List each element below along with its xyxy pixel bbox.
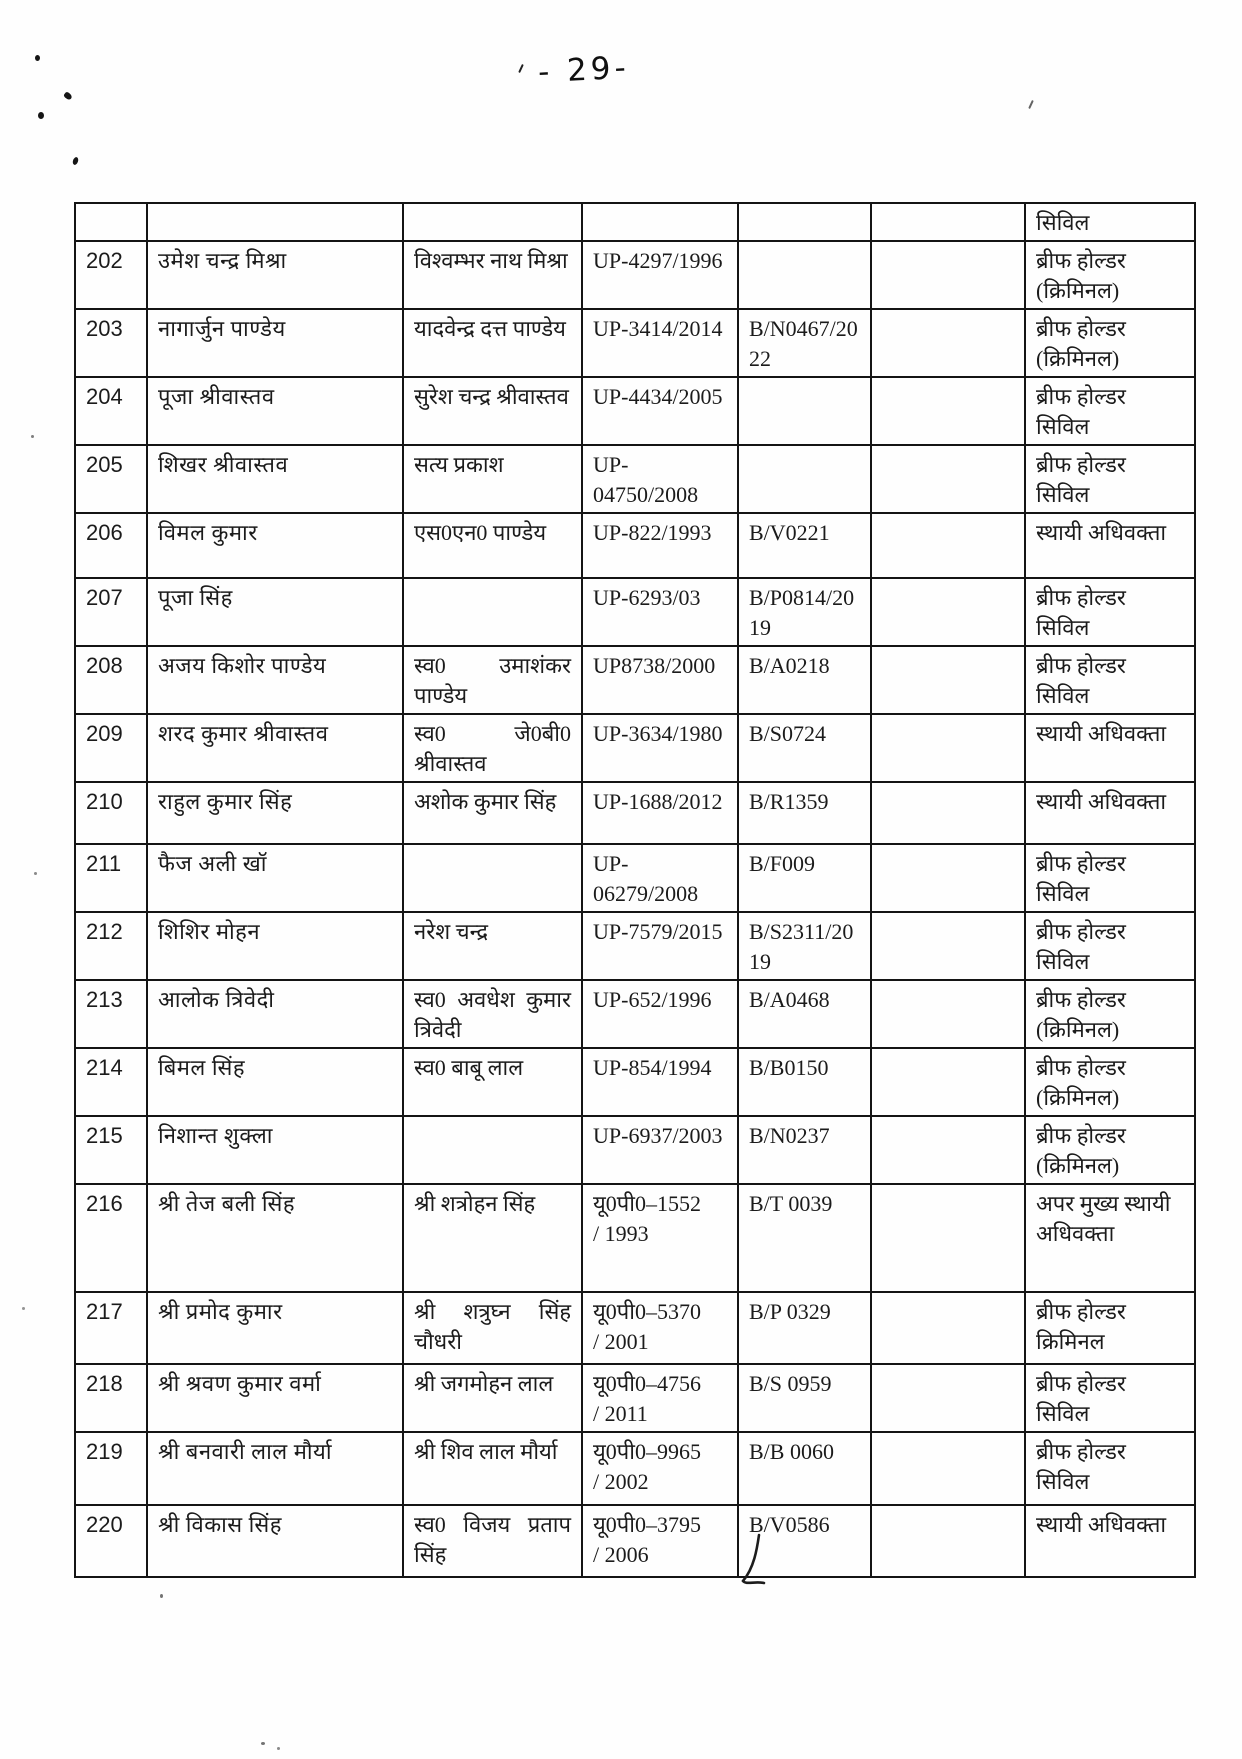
cell-registration-number	[582, 241, 738, 309]
registration-line-1: यू0पी0–5370	[593, 1299, 701, 1324]
cell-registration-number	[582, 646, 738, 714]
cell-name: आलोक त्रिवेदी	[147, 980, 403, 1048]
cell-registration-number	[582, 1048, 738, 1116]
cell-registration-number	[582, 445, 738, 513]
cell-code: B/A0218	[738, 646, 871, 714]
table-row	[75, 578, 1195, 646]
cell-code: B/A0468	[738, 980, 871, 1048]
cell-name: विमल कुमार	[147, 513, 403, 578]
cell-blank	[871, 782, 1025, 844]
registration-line-1: UP-7579/2015	[593, 919, 723, 944]
cell-serial: 219	[75, 1432, 147, 1505]
cell-father-name	[403, 1116, 582, 1184]
cell-designation: ब्रीफ होल्डर (क्रिमिनल)	[1025, 1048, 1195, 1116]
cell-designation: ब्रीफ होल्डर सिविल	[1025, 578, 1195, 646]
cell-father-name: स्व0 जे0बी0 श्रीवास्तव	[403, 714, 582, 782]
cell-code: B/V0221	[738, 513, 871, 578]
cell-father-name: सुरेश चन्द्र श्रीवास्तव	[403, 377, 582, 445]
cell-serial: 207	[75, 578, 147, 646]
cell-father-name: श्री शिव लाल मौर्या	[403, 1432, 582, 1505]
cell-blank	[871, 1432, 1025, 1505]
cell-father-name: नरेश चन्द्र	[403, 912, 582, 980]
cell-registration-number	[582, 1116, 738, 1184]
cell-name: शरद कुमार श्रीवास्तव	[147, 714, 403, 782]
cell-blank	[871, 1292, 1025, 1364]
registration-line-1: UP-3634/1980	[593, 721, 723, 746]
table-row	[75, 1292, 1195, 1364]
registration-line-1: UP-3414/2014	[593, 316, 723, 341]
table-row	[75, 1048, 1195, 1116]
cell-father-name	[403, 203, 582, 241]
registration-line-2: / 2002	[593, 1469, 649, 1494]
cell-blank	[871, 203, 1025, 241]
cell-code: B/B0150	[738, 1048, 871, 1116]
table-row	[75, 1116, 1195, 1184]
cell-registration-number	[582, 980, 738, 1048]
cell-registration-number	[582, 578, 738, 646]
cell-registration-number	[582, 912, 738, 980]
cell-registration-number	[582, 309, 738, 377]
cell-name: निशान्त शुक्ला	[147, 1116, 403, 1184]
cell-registration-number	[582, 1364, 738, 1432]
cell-registration-number	[582, 1292, 738, 1364]
registration-line-2: / 2006	[593, 1542, 649, 1567]
scan-speck	[160, 1594, 163, 1598]
table-row	[75, 1364, 1195, 1432]
table-row	[75, 377, 1195, 445]
cell-name: उमेश चन्द्र मिश्रा	[147, 241, 403, 309]
cell-father-name	[403, 844, 582, 912]
cell-designation: स्थायी अधिवक्ता	[1025, 782, 1195, 844]
cell-registration-number	[582, 513, 738, 578]
cell-name: फैज अली खॉ	[147, 844, 403, 912]
cell-designation: ब्रीफ होल्डर सिविल	[1025, 445, 1195, 513]
cell-code: B/V0586	[738, 1505, 871, 1577]
table-row	[75, 980, 1195, 1048]
cell-blank	[871, 1505, 1025, 1577]
table-row	[75, 844, 1195, 912]
cell-name: बिमल सिंह	[147, 1048, 403, 1116]
table-row	[75, 445, 1195, 513]
cell-serial: 202	[75, 241, 147, 309]
cell-registration-number	[582, 203, 738, 241]
cell-designation: स्थायी अधिवक्ता	[1025, 513, 1195, 578]
cell-father-name: स्व0 बाबू लाल	[403, 1048, 582, 1116]
cell-code: B/S0724	[738, 714, 871, 782]
registration-line-1: UP-04750/2008	[593, 452, 699, 507]
cell-serial: 217	[75, 1292, 147, 1364]
cell-designation: ब्रीफ होल्डर सिविल	[1025, 377, 1195, 445]
cell-father-name: श्री शत्रोहन सिंह	[403, 1184, 582, 1292]
cell-code	[738, 203, 871, 241]
table-row	[75, 1505, 1195, 1577]
registration-line-1: UP-652/1996	[593, 987, 712, 1012]
cell-blank	[871, 912, 1025, 980]
table-row	[75, 782, 1195, 844]
cell-code: B/B 0060	[738, 1432, 871, 1505]
registration-line-2: / 2011	[593, 1401, 648, 1426]
cell-code: B/N0237	[738, 1116, 871, 1184]
cell-serial: 213	[75, 980, 147, 1048]
cell-designation: ब्रीफ होल्डर सिविल	[1025, 1432, 1195, 1505]
registration-line-2: / 1993	[593, 1221, 649, 1246]
cell-code: B/T 0039	[738, 1184, 871, 1292]
cell-name: नागार्जुन पाण्डेय	[147, 309, 403, 377]
cell-name: श्री श्रवण कुमार वर्मा	[147, 1364, 403, 1432]
cell-name: श्री विकास सिंह	[147, 1505, 403, 1577]
cell-serial: 211	[75, 844, 147, 912]
cell-serial: 210	[75, 782, 147, 844]
cell-father-name: श्री जगमोहन लाल	[403, 1364, 582, 1432]
cell-serial: 204	[75, 377, 147, 445]
cell-registration-number	[582, 714, 738, 782]
cell-code: B/P0814/2019	[738, 578, 871, 646]
scan-speck	[63, 91, 73, 101]
registration-line-1: यू0पी0–1552	[593, 1191, 701, 1216]
cell-serial: 212	[75, 912, 147, 980]
table-row	[75, 646, 1195, 714]
registration-line-1: UP-6293/03	[593, 585, 701, 610]
cell-blank	[871, 445, 1025, 513]
scan-speck	[22, 1307, 25, 1310]
cell-serial: 205	[75, 445, 147, 513]
registration-line-1: UP-6937/2003	[593, 1123, 723, 1148]
cell-blank	[871, 646, 1025, 714]
cell-father-name: यादवेन्द्र दत्त पाण्डेय	[403, 309, 582, 377]
cell-designation: सिविल	[1025, 203, 1195, 241]
cell-designation: स्थायी अधिवक्ता	[1025, 714, 1195, 782]
registration-line-1: UP-854/1994	[593, 1055, 712, 1080]
cell-name: पूजा सिंह	[147, 578, 403, 646]
cell-code	[738, 377, 871, 445]
cell-designation: ब्रीफ होल्डर सिविल	[1025, 844, 1195, 912]
cell-father-name: सत्य प्रकाश	[403, 445, 582, 513]
table-row	[75, 714, 1195, 782]
cell-blank	[871, 980, 1025, 1048]
cell-code: B/R1359	[738, 782, 871, 844]
cell-father-name: विश्वम्भर नाथ मिश्रा	[403, 241, 582, 309]
cell-father-name: श्री शत्रुघ्न सिंह चौधरी	[403, 1292, 582, 1364]
cell-name: श्री तेज बली सिंह	[147, 1184, 403, 1292]
cell-name: अजय किशोर पाण्डेय	[147, 646, 403, 714]
cell-registration-number	[582, 377, 738, 445]
carryover-row	[75, 203, 1195, 241]
cell-code	[738, 445, 871, 513]
cell-code	[738, 241, 871, 309]
cell-name: शिशिर मोहन	[147, 912, 403, 980]
registration-line-1: यू0पी0–9965	[593, 1439, 701, 1464]
cell-name: राहुल कुमार सिंह	[147, 782, 403, 844]
cell-designation: ब्रीफ होल्डर (क्रिमिनल)	[1025, 309, 1195, 377]
cell-designation: ब्रीफ होल्डर (क्रिमिनल)	[1025, 241, 1195, 309]
cell-registration-number	[582, 1505, 738, 1577]
cell-father-name: स्व0 उमाशंकर पाण्डेय	[403, 646, 582, 714]
cell-code: B/N0467/2022	[738, 309, 871, 377]
cell-designation: ब्रीफ होल्डर सिविल	[1025, 1364, 1195, 1432]
cell-code: B/P 0329	[738, 1292, 871, 1364]
cell-father-name	[403, 578, 582, 646]
scan-speck	[261, 1742, 265, 1745]
cell-serial: 209	[75, 714, 147, 782]
cell-registration-number	[582, 1184, 738, 1292]
stray-mark	[1028, 100, 1034, 109]
registration-line-1: यू0पी0–3795	[593, 1512, 701, 1537]
cell-code: B/S2311/2019	[738, 912, 871, 980]
cell-registration-number	[582, 782, 738, 844]
table-row	[75, 513, 1195, 578]
cell-designation: ब्रीफ होल्डर क्रिमिनल	[1025, 1292, 1195, 1364]
cell-blank	[871, 1116, 1025, 1184]
advocates-table	[74, 202, 1196, 1578]
cell-code: B/S 0959	[738, 1364, 871, 1432]
registration-line-1: UP8738/2000	[593, 653, 716, 678]
cell-designation: अपर मुख्य स्थायी अधिवक्ता	[1025, 1184, 1195, 1292]
cell-name: श्री प्रमोद कुमार	[147, 1292, 403, 1364]
cell-father-name: स्व0 विजय प्रताप सिंह	[403, 1505, 582, 1577]
cell-father-name: स्व0 अवधेश कुमार त्रिवेदी	[403, 980, 582, 1048]
cell-registration-number	[582, 1432, 738, 1505]
cell-code: B/F009	[738, 844, 871, 912]
scan-speck	[277, 1747, 280, 1750]
cell-blank	[871, 714, 1025, 782]
table-row	[75, 1432, 1195, 1505]
cell-serial: 203	[75, 309, 147, 377]
registration-line-1: UP-1688/2012	[593, 789, 723, 814]
cell-father-name: अशोक कुमार सिंह	[403, 782, 582, 844]
cell-serial: 206	[75, 513, 147, 578]
cell-serial: 214	[75, 1048, 147, 1116]
cell-serial: 220	[75, 1505, 147, 1577]
cell-name: श्री बनवारी लाल मौर्या	[147, 1432, 403, 1505]
cell-designation: स्थायी अधिवक्ता	[1025, 1505, 1195, 1577]
cell-blank	[871, 513, 1025, 578]
registration-line-1: यू0पी0–4756	[593, 1371, 701, 1396]
registration-line-1: UP-822/1993	[593, 520, 712, 545]
registration-line-1: UP-4297/1996	[593, 248, 723, 273]
registration-line-1: UP-06279/2008	[593, 851, 699, 906]
registration-line-1: UP-4434/2005	[593, 384, 723, 409]
cell-name: शिखर श्रीवास्तव	[147, 445, 403, 513]
cell-serial: 215	[75, 1116, 147, 1184]
cell-blank	[871, 377, 1025, 445]
cell-registration-number	[582, 844, 738, 912]
cell-serial: 216	[75, 1184, 147, 1292]
cell-serial: 208	[75, 646, 147, 714]
stray-mark	[518, 64, 524, 73]
cell-designation: ब्रीफ होल्डर सिविल	[1025, 912, 1195, 980]
cell-name: पूजा श्रीवास्तव	[147, 377, 403, 445]
cell-blank	[871, 844, 1025, 912]
page-number: - 29-	[537, 49, 631, 91]
cell-designation: ब्रीफ होल्डर (क्रिमिनल)	[1025, 980, 1195, 1048]
cell-blank	[871, 1364, 1025, 1432]
table-row	[75, 1184, 1195, 1292]
cell-blank	[871, 578, 1025, 646]
handwritten-l-mark	[735, 1532, 769, 1590]
table-row	[75, 912, 1195, 980]
scan-speck	[72, 156, 79, 165]
cell-designation: ब्रीफ होल्डर सिविल	[1025, 646, 1195, 714]
scan-speck	[38, 112, 44, 119]
cell-blank	[871, 1184, 1025, 1292]
cell-blank	[871, 241, 1025, 309]
cell-designation: ब्रीफ होल्डर (क्रिमिनल)	[1025, 1116, 1195, 1184]
cell-blank	[871, 1048, 1025, 1116]
registration-line-2: / 2001	[593, 1329, 649, 1354]
cell-serial: 218	[75, 1364, 147, 1432]
table-row	[75, 309, 1195, 377]
cell-name	[147, 203, 403, 241]
cell-serial	[75, 203, 147, 241]
scan-speck	[31, 435, 34, 438]
cell-father-name: एस0एन0 पाण्डेय	[403, 513, 582, 578]
cell-blank	[871, 309, 1025, 377]
scan-speck	[35, 55, 40, 61]
table-row	[75, 241, 1195, 309]
scan-speck	[34, 872, 37, 875]
